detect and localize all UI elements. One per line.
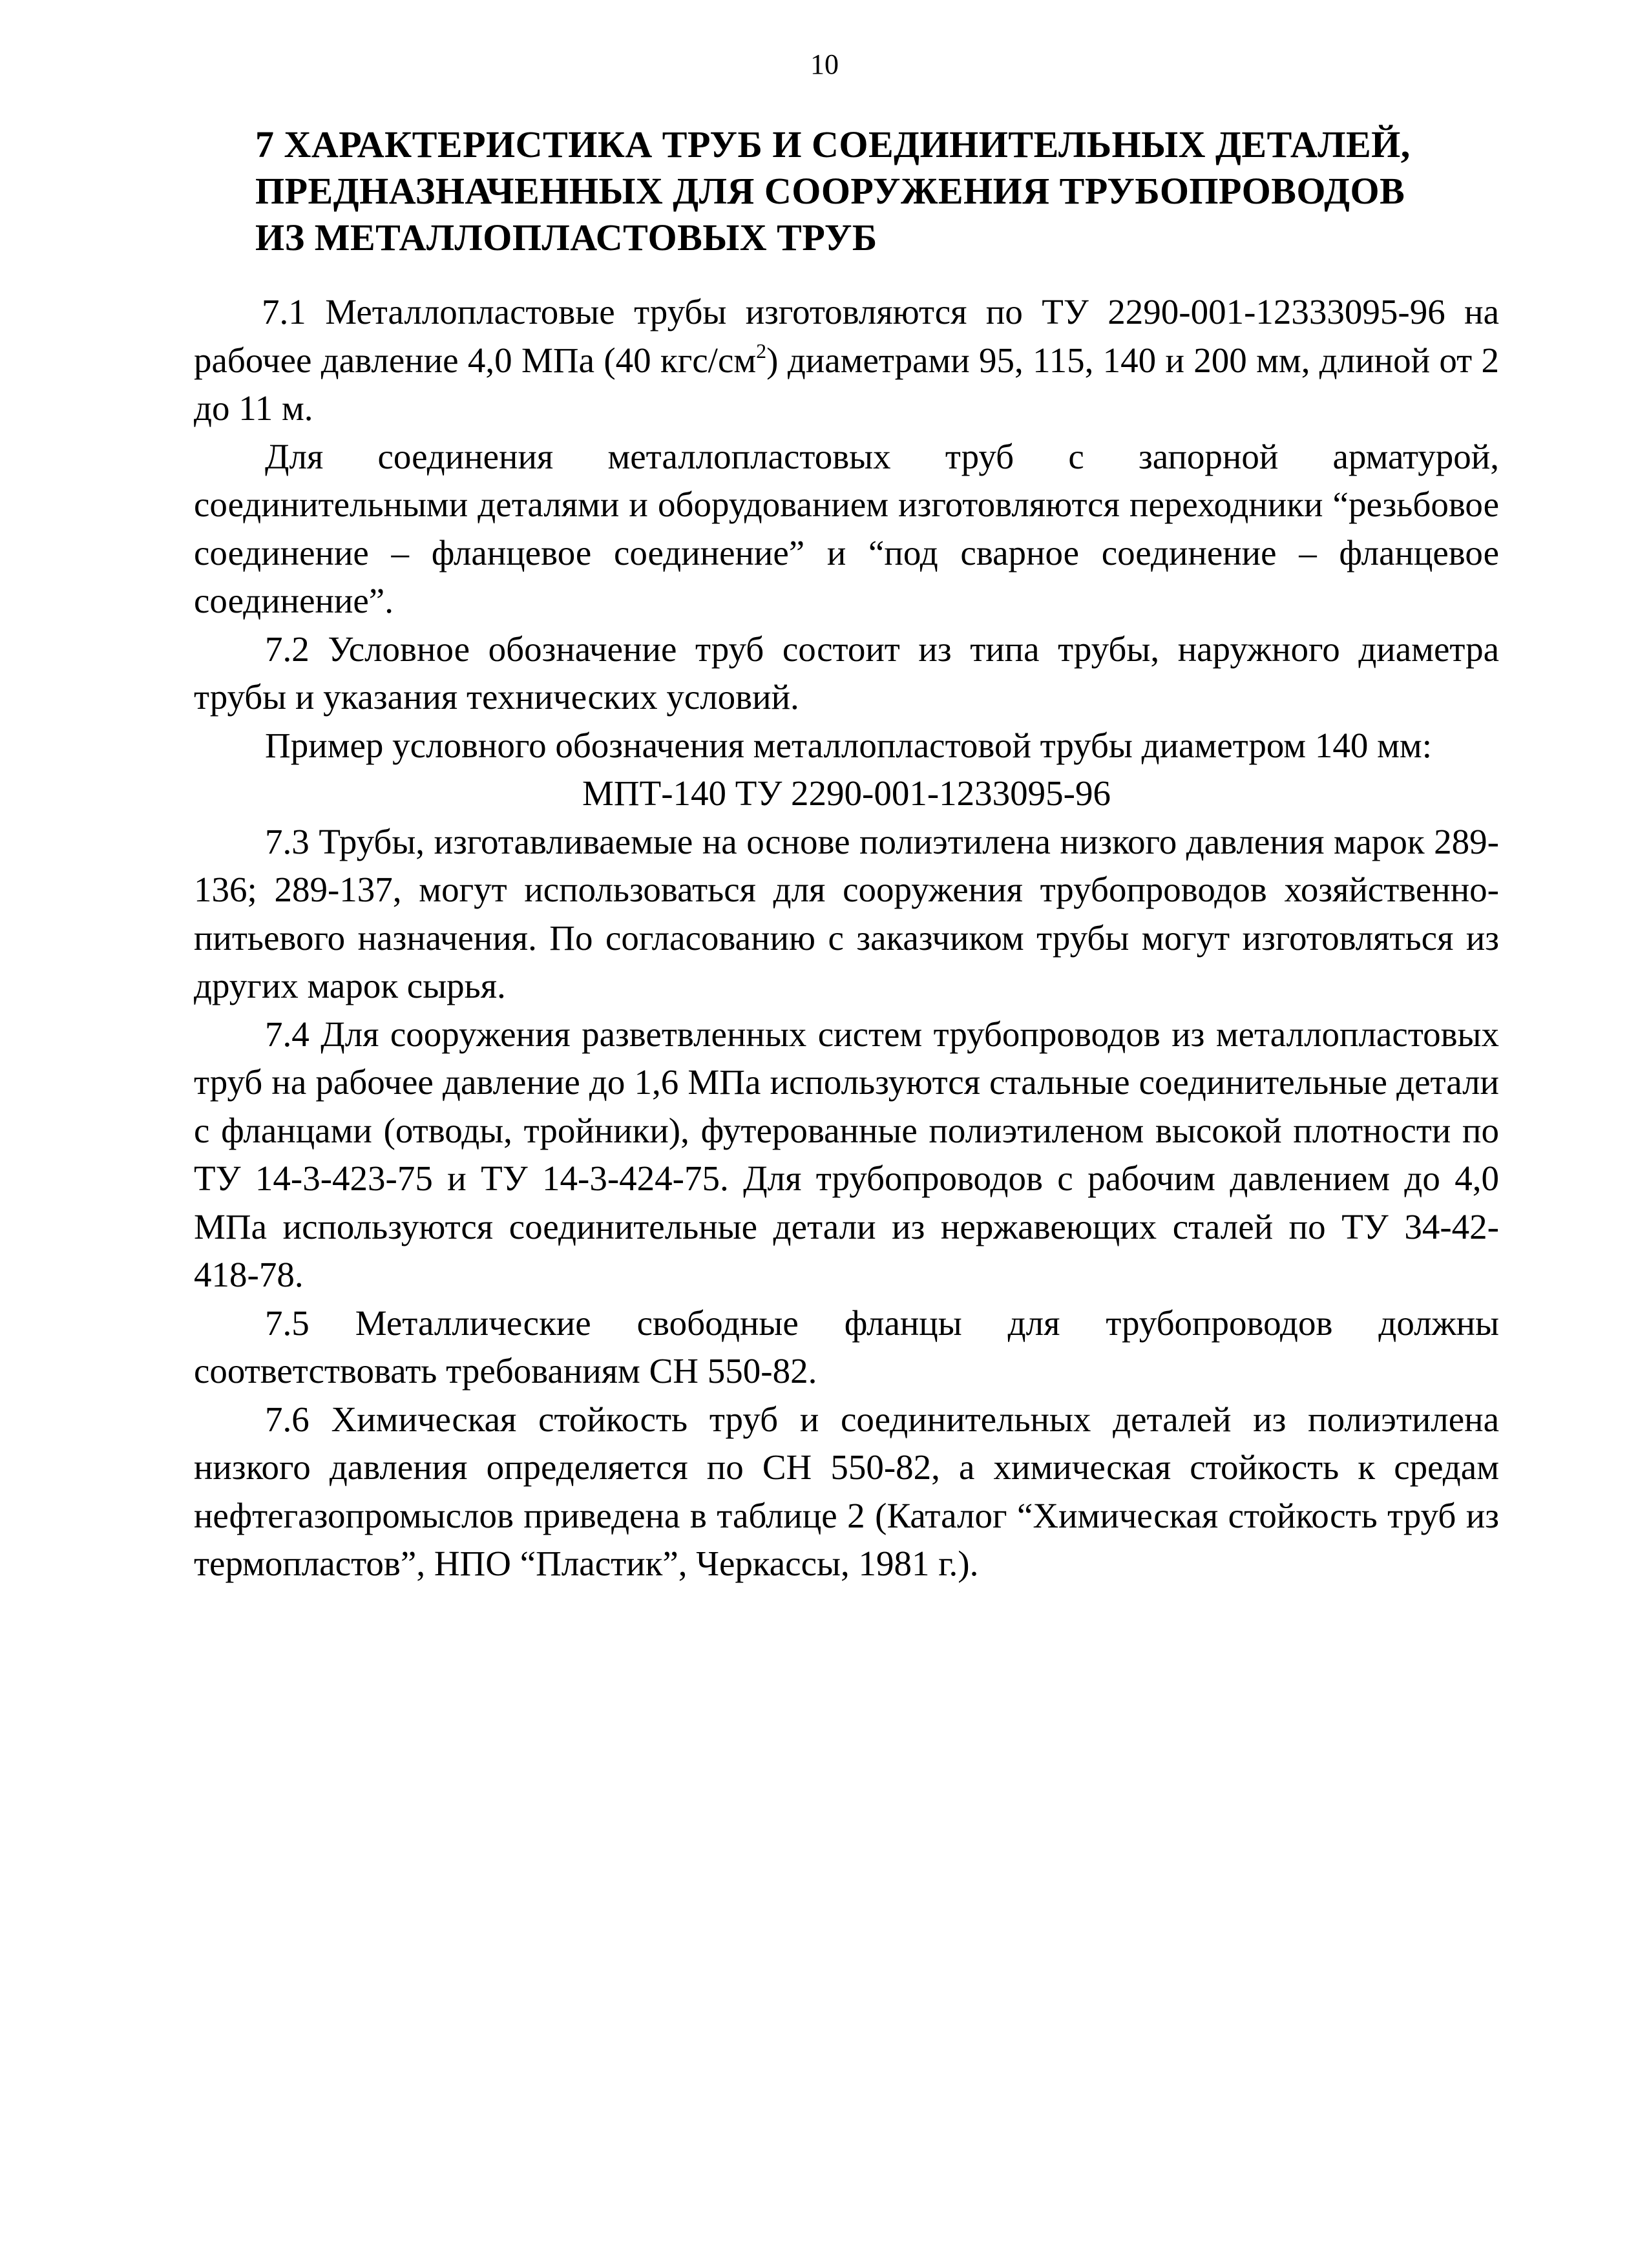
section-heading	[255, 121, 1522, 261]
paragraph-7-5: 7.5 Металлические свободные фланцы для трубопроводов должны соответствовать требованиям СН 550-82.	[194, 1303, 1499, 1391]
paragraph-7-2: 7.2 Условное обозначение труб состоит из типа трубы, наружного диаметра трубы и указания технических условий.	[194, 629, 1499, 717]
paragraph-adapters: Для соединения металлопластовых труб с запорной арматурой, соединительными деталями и оборудованием изготовляются переходники “резьбовое соединение – фланцевое соединение” и “под сварное соединение – фланцевое соединение”.	[194, 436, 1499, 620]
paragraph-7-6: 7.6 Химическая стойкость труб и соединительных деталей из полиэтилена низкого давления определяется по СН 550-82, а химическая стойкость к средам нефтегазопромыслов приведена в таблице 2 (Каталог “Химическая стойкость труб из термопластов”, НПО “Пластик”, Черкассы, 1981 г.).	[194, 1399, 1499, 1583]
document-body	[194, 288, 1499, 1588]
section-heading-line-1: 7 ХАРАКТЕРИСТИКА ТРУБ И СОЕДИНИТЕЛЬНЫХ ДЕТАЛЕЙ,	[255, 123, 1411, 165]
paragraph-7-1-text-start: 7.1 Металлопластовые трубы изготовляются по ТУ 2290-001-12333095-96 на рабочее давление 4,0 МПа (40 кгс/см	[194, 292, 1499, 380]
section-heading-line-2: ПРЕДНАЗНАЧЕННЫХ ДЛЯ СООРУЖЕНИЯ ТРУБОПРОВОДОВ	[255, 170, 1405, 212]
paragraph-7-4: 7.4 Для сооружения разветвленных систем трубопроводов из металлопластовых труб на рабочее давление до 1,6 МПа используются стальные соединительные детали с фланцами (отводы, тройники), футерованные полиэтиленом высокой плотности по ТУ 14-3-423-75 и ТУ 14-3-424-75. Для трубопроводов с рабочим давлением до 4,0 МПа используются соединительные детали из нержавеющих сталей по ТУ 34-42-418-78.	[194, 1014, 1499, 1294]
superscript-square: 2	[756, 339, 767, 362]
paragraph-example-intro: Пример условного обозначения металлопластовой трубы диаметром 140 мм:	[265, 725, 1433, 765]
paragraph-7-1	[194, 288, 1499, 433]
paragraph-7-3: 7.3 Трубы, изготавливаемые на основе полиэтилена низкого давления марок 289-136; 289-137, могут использоваться для сооружения трубопроводов хозяйственно-питьевого назначения. По согласованию с заказчиком трубы могут изготовляться из других марок сырья.	[194, 821, 1499, 1005]
page-number: 10	[810, 48, 839, 80]
paragraph-7-1-text-end: ) диаметрами 95, 115, 140 и 200 мм, длиной от 2 до 11 м.	[194, 340, 1499, 428]
section-heading-line-3: ИЗ МЕТАЛЛОПЛАСТОВЫХ ТРУБ	[255, 216, 877, 258]
designation-example: МПТ-140 ТУ 2290-001-1233095-96	[582, 773, 1111, 813]
